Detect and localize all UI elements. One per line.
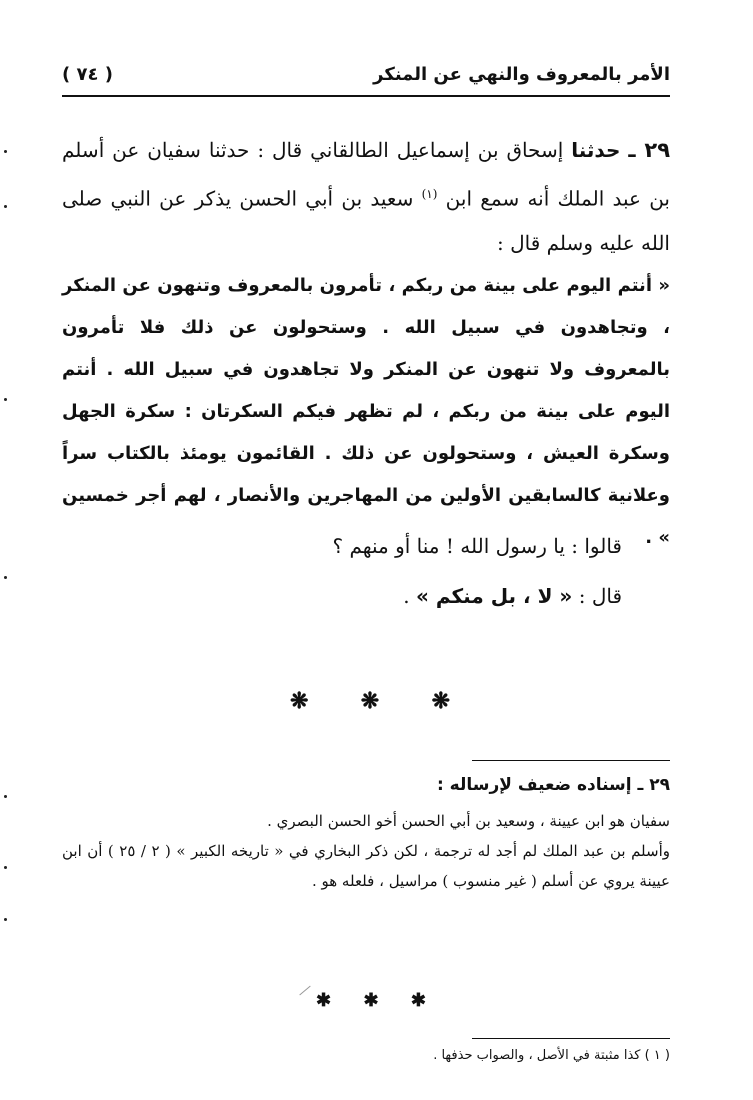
scan-speck — [4, 918, 7, 921]
note-rule — [472, 760, 670, 761]
scan-speck — [4, 795, 7, 798]
running-header — [62, 62, 670, 94]
note-line: سفيان هو ابن عيينة ، وسعيد بن أبي الحسن أخو الحسن البصري . — [267, 812, 670, 830]
footnote-reference[interactable]: (١) — [421, 187, 438, 201]
note-heading: ٢٩ ـ إسناده ضعيف لإرساله : — [436, 775, 670, 795]
scan-speck — [4, 150, 7, 153]
answer-prefix: قال : — [572, 584, 622, 608]
asterisk-icon: ✱ — [410, 990, 426, 1011]
answer-suffix: . — [403, 584, 416, 608]
haddathana-word: حدثنا — [571, 138, 621, 162]
scan-speck — [4, 576, 7, 579]
isnad-paragraph — [62, 128, 670, 265]
scan-speck — [4, 866, 7, 869]
page-number: ( ٧٤ ) — [62, 64, 113, 85]
hadith-number: ٢٩ ـ — [628, 138, 671, 162]
scan-speck — [4, 398, 7, 401]
asterism-icon: ❋ — [360, 688, 380, 714]
note-separator — [316, 990, 426, 1011]
hadith-text: « أنتم اليوم على بينة من ربكم ، تأمرون بالمعروف وتنهون عن المنكر ، وتجاهدون في سبيل الله . وستحولون عن ذلك فلا تأمرون بالمعروف ولا تنهون عن المنكر ولا تجاهدون في سبيل الله . أنتم اليوم على بينة من ربكم ، لم تظهر فيكم السكرتان : سكرة الجهل وسكرة العيش ، وستحولون عن ذلك . القائمون يومئذ بالكتاب سراً وعلانية كالسابقين الأولين من المهاجرين والأنصار ، لهم أجر خمسين » . — [62, 275, 670, 548]
header-rule — [62, 95, 670, 97]
companions-question: قالوا : يا رسول الله ! منا أو منهم ؟ — [332, 534, 622, 558]
asterism-icon: ❋ — [290, 688, 309, 714]
footnote: ( ١ ) كذا مثبتة في الأصل ، والصواب حذفها . — [433, 1048, 670, 1063]
asterisk-icon: ✱ — [363, 990, 379, 1011]
note-line: وأسلم بن عبد الملك لم أجد له ترجمة ، لكن ذكر البخاري في « تاريخه الكبير » ( ٢ / ٢٥ ) أن ابن عيينة يروي عن أسلم ( غير منسوب ) مراسيل ، فلعله هو . — [62, 842, 670, 890]
section-separator — [290, 688, 450, 714]
footnote-rule — [472, 1038, 670, 1039]
prophet-answer — [62, 572, 670, 620]
scan-mark — [299, 986, 310, 996]
isnad-text-2: سعيد بن أبي الحسن يذكر عن النبي صلى الله عليه وسلم قال : — [62, 186, 670, 255]
scan-speck — [4, 205, 7, 208]
asterisk-icon: ✱ — [316, 990, 332, 1011]
answer-text: « لا ، بل منكم » — [415, 584, 573, 608]
header-title: الأمر بالمعروف والنهي عن المنكر — [373, 64, 670, 85]
note-body — [62, 806, 670, 896]
isnad-text-1: إسحاق بن إسماعيل الطالقاني قال : حدثنا سفيان عن أسلم بن عبد الملك أنه سمع ابن — [62, 138, 670, 211]
asterism-icon: ❋ — [431, 688, 450, 714]
